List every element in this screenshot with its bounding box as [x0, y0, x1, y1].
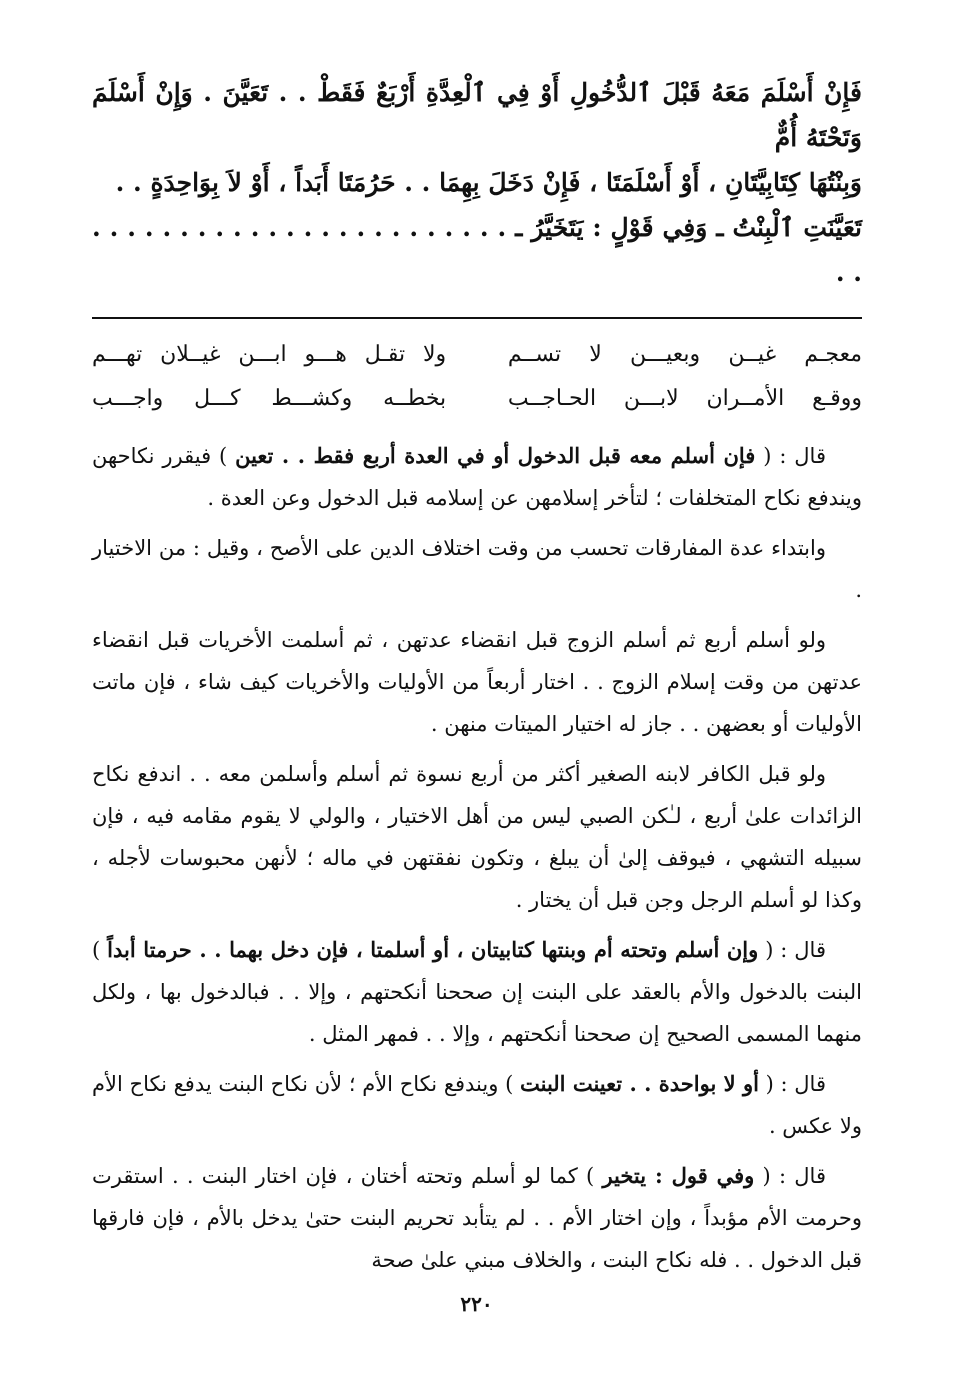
quote-open: قال : ( [755, 444, 826, 468]
quote-open: قال : ( [758, 1072, 826, 1096]
verse-row-1-right: معجـم غيــن وبعيـــن لا تســم [507, 342, 862, 367]
commentary-paragraph [92, 435, 862, 519]
commentary-text: ) فيقرر نكاحهن ويندفع نكاح المتخلفات ؛ لتأخر إسلامهن عن إسلامه قبل الدخول وعن العدة . [92, 444, 862, 510]
quote-open: قال : ( [758, 938, 826, 962]
commentary-text: ) ويندفع نكاح الأم ؛ لأن نكاح البنت يدفع نكاح الأم ولا عكس . [92, 1072, 862, 1138]
commentary-text: ) البنت بالدخول والأم بالعقد على البنت إن صححنا أنكحتهم ، وإلا . . فبالدخول بها ، ولكل منهما المسمى الصحيح إن صححنا أنكحتهم ، وإلا . . فمهر المثل . [92, 938, 862, 1046]
verse-row-1-left: ولا تقـل هـــو ابـــن غيــلان تهـــم [92, 342, 447, 367]
verse-row-2 [92, 377, 862, 421]
quoted-matn: فإن أسلم معه قبل الدخول أو في العدة أربع فقط . . تعين [235, 443, 756, 468]
matn-line-2: وَبِنْتُهَا كِتَابِيَّتَانِ ، أَوْ أَسْلَمَتَا ، فَإِنْ دَخَلَ بِهِمَا . . حَرُمَتَا أَبَداً ، أَوْ لاَ بِوَاحِدَةٍ . . [115, 168, 862, 197]
separator-rule [92, 317, 862, 319]
commentary-paragraph [92, 1155, 862, 1281]
commentary [92, 435, 862, 1281]
page-content [92, 70, 862, 1289]
verse-row-2-right: ووقـع الأمــران لابـــن الحـاجــب [507, 386, 862, 411]
matn-line-3: تَعَيَّنَتِ ٱلْبِنْتُ ـ وَفِي قَوْلٍ : يَتَخَيَّرُ ـ . . . . . . . . . . . . . . . . . . . . . . . . . . [92, 213, 862, 287]
verse-block [92, 333, 862, 421]
commentary-paragraph: وابتداء عدة المفارقات تحسب من وقت اختلاف الدين على الأصح ، وقيل : من الاختيار . [92, 536, 862, 602]
commentary-paragraph [92, 929, 862, 1055]
commentary-paragraph [92, 1063, 862, 1147]
quoted-matn: وإن أسلم وتحته أم وبنتها كتابيتان ، أو أسلمتا ، فإن دخل بهما . . حرمتا أبداً [107, 937, 759, 962]
matn-line-1: فَإِنْ أَسْلَمَ مَعَهُ قَبْلَ ٱلدُّخُولِ أَوْ فِي ٱلْعِدَّةِ أَرْبَعٌ فَقَطْ . . تَعَيَّنَ . وَإِنْ أَسْلَمَ وَتَحْتَهُ أُمٌّ [92, 78, 862, 152]
matn-text [92, 70, 862, 295]
quoted-matn: وفي قول : يتخير [602, 1163, 755, 1188]
quoted-matn: أو لا بواحدة . . تعينت البنت [519, 1071, 759, 1096]
verse-row-2-left: بخطــه وكشـــط كـــل واجـــب [92, 386, 447, 411]
verse-row-1 [92, 333, 862, 377]
quote-open: قال : ( [754, 1164, 826, 1188]
page-number: ٢٢٠ [460, 1292, 493, 1316]
commentary-text: ) كما لو أسلم وتحته أختان ، فإن اختار البنت . . استقرت وحرمت الأم مؤبداً ، وإن اختار الأم . . لم يتأبد تحريم البنت حتىٰ يدخل بالأم ، فإن فارقها قبل الدخول . . فله نكاح البنت ، والخلاف مبني علىٰ صحة [92, 1164, 862, 1272]
commentary-paragraph: ولو قبل الكافر لابنه الصغير أكثر من أربع نسوة ثم أسلم وأسلمن معه . . اندفع نكاح الزائدات علىٰ أربع ، لـٰكن الصبي ليس من أهل الاختيار ، والولي لا يقوم مقامه فيه ، فإن سبيله التشهي ، فيوقف إلىٰ أن يبلغ ، وتكون نفقتهن في ماله ؛ لأنهن محبوسات لأجله ، وكذا لو أسلم الرجل وجن قبل أن يختار . [92, 762, 862, 912]
commentary-paragraph: ولو أسلم أربع ثم أسلم الزوج قبل انقضاء عدتهن ، ثم أسلمت الأخريات قبل انقضاء عدتهن من وقت إسلام الزوج . . اختار أربعاً من الأوليات والأخريات كيف شاء ، فإن ماتت الأوليات أو بعضهن . . جاز له اختيار الميتات منهن . [92, 628, 862, 736]
